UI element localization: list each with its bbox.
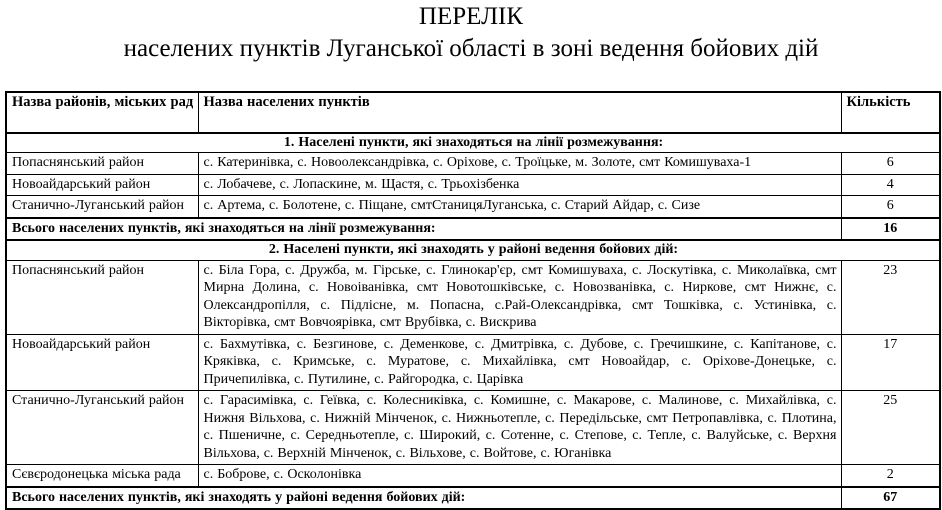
settlements-cell: с. Катеринівка, с. Новоолександрівка, с. Оріхове, с. Троїцьке, м. Золоте, смт Комишуваха-1 <box>198 153 841 175</box>
page-title: ПЕРЕЛІК <box>0 3 942 32</box>
count-cell: 25 <box>841 391 940 465</box>
table-row <box>6 153 940 175</box>
header-count: Кількість <box>841 92 940 133</box>
section-1-heading-row <box>6 133 940 153</box>
header-district: Назва районів, міських рад <box>6 92 198 133</box>
section-1-total-label: Всього населених пунктів, які знаходяться на лінії розмежування: <box>6 218 841 241</box>
settlements-table <box>5 91 941 510</box>
table-row <box>6 334 940 391</box>
count-cell: 17 <box>841 334 940 391</box>
district-cell: Новоайдарський район <box>6 334 198 391</box>
district-cell: Попаснянський район <box>6 260 198 334</box>
district-cell: Станично-Луганський район <box>6 196 198 218</box>
settlements-cell: с. Гарасимівка, с. Геївка, с. Колесниківка, с. Комишне, с. Макарове, с. Малинове, с. Михайлівка, с. Нижня Вільхова, с. Нижній Мінченок, с. Нижньотепле, с. Передільське, смт Петропавлівка, с. Плотина, с. Пшеничне, с. Середньотепле, с. Широкий, с. Сотенне, с. Степове, с. Тепле, с. Валуйське, с. Верхня Вільхова, с. Верхній Мінченок, с. Вільхове, с. Войтове, с. Юганівка <box>198 391 841 465</box>
settlements-cell: с. Біла Гора, с. Дружба, м. Гірське, с. Глинокар'єр, смт Комишуваха, с. Лоскутівка, с. Миколаївка, смт Мирна Долина, с. Новоіванівка, смт Новотошківське, с. Новозванівка, с. Ниркове, смт Нижнє, с. Олександропілля, с. Підлісне, м. Попасна, с.Рай-Олександрівка, смт Тошківка, с. Устинівка, с. Вікторівка, смт Вовчоярівка, смт Врубівка, с. Вискрива <box>198 260 841 334</box>
table-header-row <box>6 92 940 133</box>
header-settlements: Назва населених пунктів <box>198 92 841 133</box>
settlements-cell: с. Артема, с. Болотене, с. Піщане, смтСтаницяЛуганська, с. Старий Айдар, с. Сизе <box>198 196 841 218</box>
section-2-heading-row <box>6 240 940 260</box>
section-2-total-count: 67 <box>841 487 940 510</box>
document-page <box>0 3 942 507</box>
section-1-heading: 1. Населені пункти, які знаходяться на лінії розмежування: <box>6 133 940 153</box>
count-cell: 4 <box>841 174 940 196</box>
district-cell: Новоайдарський район <box>6 174 198 196</box>
section-2-heading: 2. Населені пункти, які знаходять у районі ведення бойових дій: <box>6 240 940 260</box>
table-row <box>6 465 940 487</box>
district-cell: Станично-Луганський район <box>6 391 198 465</box>
section-1-total-count: 16 <box>841 218 940 241</box>
settlements-cell: с. Лобачеве, с. Лопаскине, м. Щастя, с. Трьохізбенка <box>198 174 841 196</box>
settlements-cell: с. Боброве, с. Осколонівка <box>198 465 841 487</box>
count-cell: 2 <box>841 465 940 487</box>
section-1-total-row <box>6 218 940 241</box>
count-cell: 6 <box>841 196 940 218</box>
table-row <box>6 391 940 465</box>
section-2-total-label: Всього населених пунктів, які знаходять у районі ведення бойових дій: <box>6 487 841 510</box>
settlements-cell: с. Бахмутівка, с. Безгинове, с. Деменкове, с. Дмитрівка, с. Дубове, с. Гречишкине, с. Капітанове, с. Кряківка, с. Кримське, с. Муратове, с. Михайлівка, смт Новоайдар, с. Оріхове-Донецьке, с. Причепилівка, с. Путилине, с. Райгородка, с. Царівка <box>198 334 841 391</box>
table-row <box>6 196 940 218</box>
district-cell: Попаснянський район <box>6 153 198 175</box>
district-cell: Сєвєродонецька міська рада <box>6 465 198 487</box>
page-subtitle: населених пунктів Луганської області в зоні ведення бойових дій <box>0 35 942 64</box>
table-row <box>6 260 940 334</box>
table-row <box>6 174 940 196</box>
count-cell: 6 <box>841 153 940 175</box>
count-cell: 23 <box>841 260 940 334</box>
section-2-total-row <box>6 487 940 510</box>
